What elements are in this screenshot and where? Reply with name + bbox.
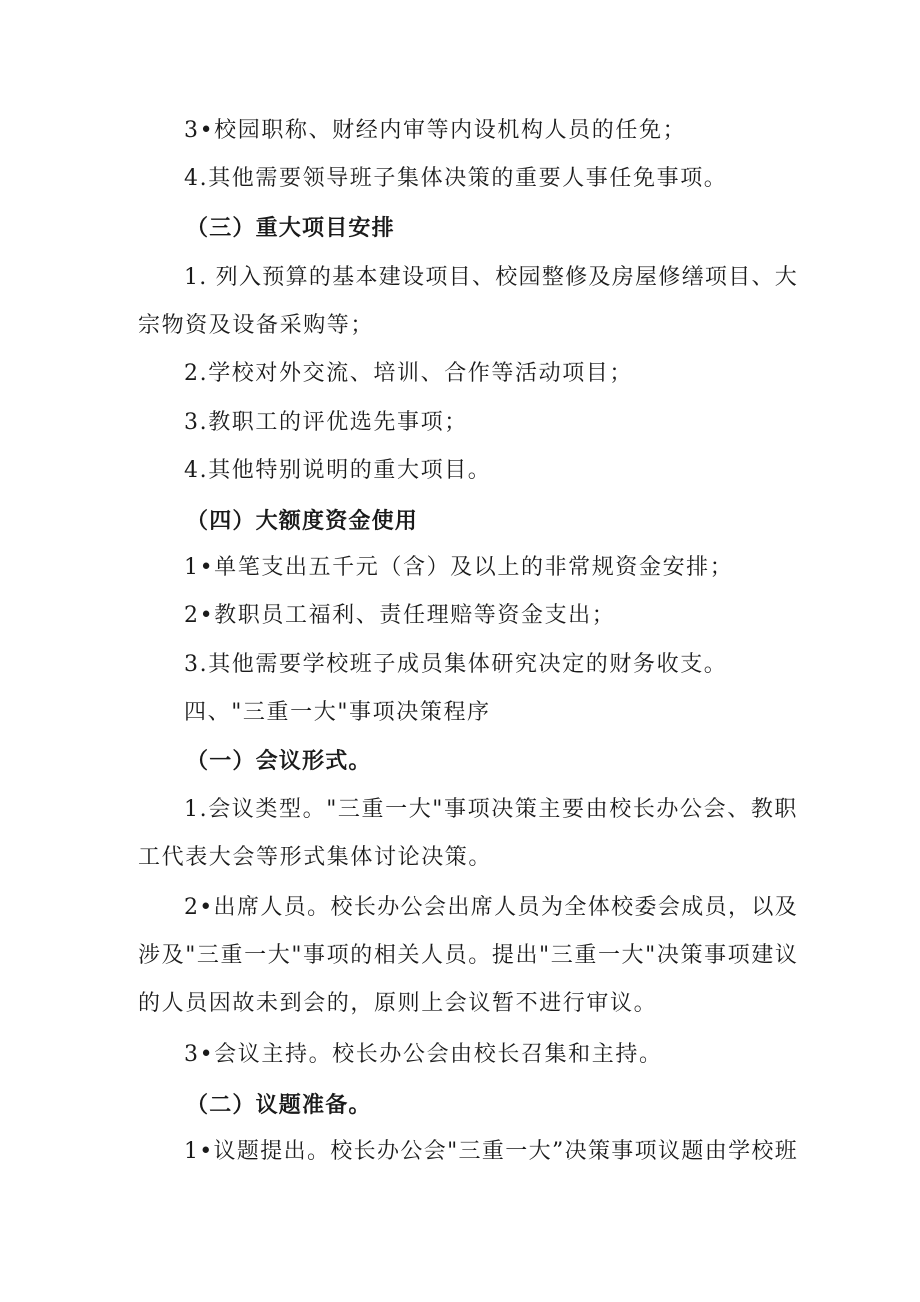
paragraph-personnel-item-3: 3•校园职称、财经内审等内设机构人员的任免； bbox=[184, 118, 687, 143]
paragraph-project-item-3: 3.教职工的评优选先事项； bbox=[184, 410, 468, 435]
paragraph-project-item-1: 1. 列入预算的基本建设项目、校园整修及房屋修缮项目、大 bbox=[184, 265, 798, 290]
paragraph-funds-item-1: 1•单笔支出五千元（含）及以上的非常规资金安排； bbox=[184, 555, 734, 580]
section-heading-major-projects: （三）重大项目安排 bbox=[186, 215, 395, 241]
paragraph-attendees-cont-2: 的人员因故未到会的，原则上会议暂不进行审议。 bbox=[138, 991, 658, 1016]
section-heading-agenda-preparation: （二）议题准备。 bbox=[186, 1092, 372, 1118]
section-heading-large-funds: （四）大额度资金使用 bbox=[186, 508, 419, 534]
chapter-heading-decision-procedure: 四、"三重一大"事项决策程序 bbox=[184, 700, 491, 725]
paragraph-personnel-item-4: 4.其他需要领导班子集体决策的重要人事任免事项。 bbox=[184, 166, 728, 191]
paragraph-attendees: 2•出席人员。校长办公会出席人员为全体校委会成员，以及 bbox=[184, 895, 798, 920]
section-heading-meeting-form: （一）会议形式。 bbox=[186, 748, 372, 774]
paragraph-project-item-4: 4.其他特别说明的重大项目。 bbox=[184, 458, 492, 483]
paragraph-funds-item-2: 2•教职员工福利、责任理赔等资金支出； bbox=[184, 603, 616, 628]
paragraph-attendees-cont-1: 涉及"三重一大"事项的相关人员。提出"三重一大"决策事项建议 bbox=[138, 943, 799, 968]
paragraph-project-item-1-cont: 宗物资及设备采购等； bbox=[138, 313, 375, 338]
paragraph-meeting-type: 1.会议类型。"三重一大"事项决策主要由校长办公会、教职 bbox=[184, 797, 799, 822]
paragraph-project-item-2: 2.学校对外交流、培训、合作等活动项目； bbox=[184, 361, 633, 386]
paragraph-meeting-chair: 3•会议主持。校长办公会由校长召集和主持。 bbox=[184, 1042, 663, 1067]
paragraph-funds-item-3: 3.其他需要学校班子成员集体研究决定的财务收支。 bbox=[184, 652, 728, 677]
paragraph-agenda-proposal: 1•议题提出。校长办公会"三重一大”决策事项议题由学校班 bbox=[184, 1139, 798, 1164]
paragraph-meeting-type-cont: 工代表大会等形式集体讨论决策。 bbox=[138, 845, 493, 870]
